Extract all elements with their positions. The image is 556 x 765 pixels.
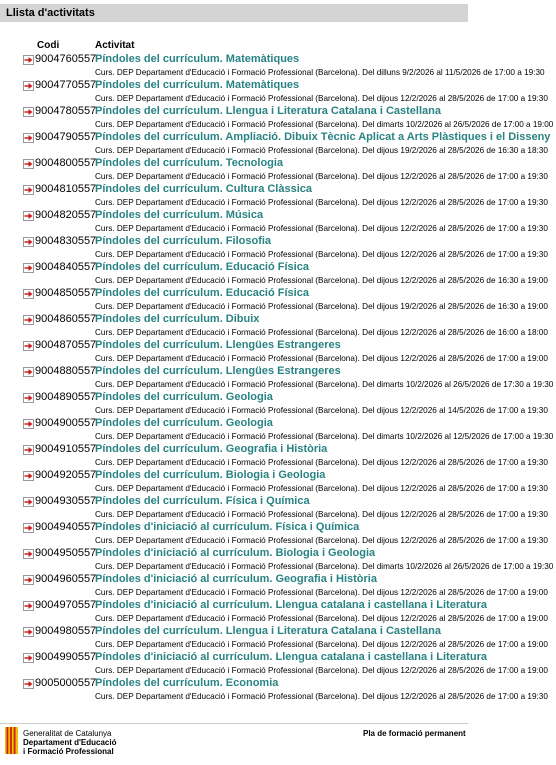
activity-link[interactable]: Píndoles del currículum. Ampliació. Dibuix Tècnic Aplicat a Arts Plàstiques i el Disseny — [95, 131, 551, 143]
activity-row — [0, 546, 556, 572]
activity-code: 9004810557 — [35, 183, 97, 195]
activity-row — [0, 364, 556, 390]
activity-detail: Curs. DEP Departament d'Educació i Formació Professional (Barcelona). Del dijous 12/2/2026 al 28/5/2026 de 17:00 a 19:30 — [95, 536, 548, 545]
activity-code: 9004800557 — [35, 157, 97, 169]
arrow-link-icon[interactable] — [23, 211, 34, 221]
activity-detail: Curs. DEP Departament d'Educació i Formació Professional (Barcelona). Del dijous 12/2/2026 al 28/5/2026 de 16:00 a 18:00 — [95, 328, 548, 337]
activity-link[interactable]: Píndoles d'iniciació al currículum. Biologia i Geologia — [95, 547, 376, 559]
activity-link[interactable]: Píndoles del currículum. Geologia — [95, 417, 273, 429]
activity-row — [0, 416, 556, 442]
activity-link[interactable]: Píndoles del currículum. Cultura Clàssica — [95, 183, 313, 195]
activity-code: 9004950557 — [35, 547, 97, 559]
activity-row — [0, 390, 556, 416]
activity-detail: Curs. DEP Departament d'Educació i Formació Professional (Barcelona). Del dijous 12/2/2026 al 28/5/2026 de 17:00 a 19:30 — [95, 510, 548, 519]
activity-row — [0, 312, 556, 338]
activity-row — [0, 104, 556, 130]
activity-link[interactable]: Píndoles del currículum. Llengua i Literatura Catalana i Castellana — [95, 625, 441, 637]
activity-code: 9004820557 — [35, 209, 97, 221]
activity-code: 9004880557 — [35, 365, 97, 377]
arrow-link-icon[interactable] — [23, 549, 34, 559]
activity-code: 9004930557 — [35, 495, 97, 507]
page-title: Llista d'activitats — [6, 7, 95, 19]
activity-row — [0, 130, 556, 156]
activity-detail: Curs. DEP Departament d'Educació i Formació Professional (Barcelona). Del dijous 12/2/2026 al 28/5/2026 de 17:00 a 19:00 — [95, 588, 548, 597]
activity-code: 9004770557 — [35, 79, 97, 91]
activity-row — [0, 338, 556, 364]
activity-detail: Curs. DEP Departament d'Educació i Formació Professional (Barcelona). Del dimarts 10/2/2026 al 12/5/2026 de 17:00 a 19:30 — [95, 432, 554, 441]
activity-link[interactable]: Píndoles del currículum. Matemàtiques — [95, 53, 300, 65]
footer-plan: Pla de formació permanent — [363, 729, 466, 738]
activity-code: 9004940557 — [35, 521, 97, 533]
activity-detail: Curs. DEP Departament d'Educació i Formació Professional (Barcelona). Del dijous 12/2/2026 al 28/5/2026 de 17:00 a 19:30 — [95, 224, 548, 233]
arrow-link-icon[interactable] — [23, 55, 34, 65]
arrow-link-icon[interactable] — [23, 237, 34, 247]
activity-code: 9004910557 — [35, 443, 97, 455]
activity-row — [0, 494, 556, 520]
activity-detail: Curs. DEP Departament d'Educació i Formació Professional (Barcelona). Del dijous 12/2/2026 al 28/5/2026 de 16:30 a 19:00 — [95, 276, 548, 285]
activity-detail: Curs. DEP Departament d'Educació i Formació Professional (Barcelona). Del dijous 12/2/2026 al 28/5/2026 de 17:00 a 19:30 — [95, 94, 548, 103]
column-header-code: Codi — [37, 40, 60, 51]
activity-code: 9004780557 — [35, 105, 97, 117]
activity-link[interactable]: Píndoles del currículum. Música — [95, 209, 264, 221]
activity-link[interactable]: Píndoles del currículum. Llengües Estrangeres — [95, 365, 341, 377]
activity-link[interactable]: Píndoles del currículum. Biologia i Geologia — [95, 469, 326, 481]
activity-list — [0, 52, 556, 702]
arrow-link-icon[interactable] — [23, 289, 34, 299]
activity-row — [0, 260, 556, 286]
activity-link[interactable]: Píndoles del currículum. Dibuix — [95, 313, 260, 325]
activity-row — [0, 520, 556, 546]
activity-row — [0, 234, 556, 260]
footer-org-line1: Generalitat de Catalunya — [23, 729, 112, 738]
activity-code: 9004920557 — [35, 469, 97, 481]
arrow-link-icon[interactable] — [23, 471, 34, 481]
activity-detail: Curs. DEP Departament d'Educació i Formació Professional (Barcelona). Del dimarts 10/2/2026 al 26/5/2026 de 17:30 a 19:30 — [95, 380, 554, 389]
arrow-link-icon[interactable] — [23, 575, 34, 585]
activity-row — [0, 624, 556, 650]
arrow-link-icon[interactable] — [23, 601, 34, 611]
activity-detail: Curs. DEP Departament d'Educació i Formació Professional (Barcelona). Del dijous 12/2/2026 al 28/5/2026 de 17:00 a 19:30 — [95, 458, 548, 467]
activity-row — [0, 182, 556, 208]
activity-row — [0, 286, 556, 312]
activity-link[interactable]: Píndoles d'iniciació al currículum. Física i Química — [95, 521, 360, 533]
arrow-link-icon[interactable] — [23, 107, 34, 117]
activity-link[interactable]: Píndoles del currículum. Economia — [95, 677, 279, 689]
activity-code: 9004990557 — [35, 651, 97, 663]
footer-org-line2: Departament d'Educació — [23, 738, 117, 747]
arrow-link-icon[interactable] — [23, 497, 34, 507]
activity-detail: Curs. DEP Departament d'Educació i Formació Professional (Barcelona). Del dijous 12/2/2026 al 14/5/2026 de 17:00 a 19:30 — [95, 406, 548, 415]
footer-divider — [0, 723, 468, 724]
activity-row — [0, 598, 556, 624]
activity-link[interactable]: Píndoles del currículum. Educació Física — [95, 261, 309, 273]
activity-detail: Curs. DEP Departament d'Educació i Formació Professional (Barcelona). Del dimarts 10/2/2026 al 26/5/2026 de 17:00 a 19:00 — [95, 120, 554, 129]
activity-row — [0, 78, 556, 104]
activity-code: 9004970557 — [35, 599, 97, 611]
activity-detail: Curs. DEP Departament d'Educació i Formació Professional (Barcelona). Del dijous 12/2/2026 al 28/5/2026 de 17:00 a 19:00 — [95, 666, 548, 675]
activity-link[interactable]: Píndoles del currículum. Llengües Estrangeres — [95, 339, 341, 351]
activity-detail: Curs. DEP Departament d'Educació i Formació Professional (Barcelona). Del dijous 19/2/2026 al 28/5/2026 de 16:30 a 18:30 — [95, 146, 548, 155]
activity-detail: Curs. DEP Departament d'Educació i Formació Professional (Barcelona). Del dimarts 10/2/2026 al 26/5/2026 de 17:00 a 19:30 — [95, 562, 554, 571]
activity-code: 9004840557 — [35, 261, 97, 273]
activity-code: 9004960557 — [35, 573, 97, 585]
activity-detail: Curs. DEP Departament d'Educació i Formació Professional (Barcelona). Del dijous 19/2/2026 al 28/5/2026 de 16:30 a 19:00 — [95, 302, 548, 311]
activity-code: 9004900557 — [35, 417, 97, 429]
activity-detail: Curs. DEP Departament d'Educació i Formació Professional (Barcelona). Del dijous 12/2/2026 al 28/5/2026 de 17:00 a 19:00 — [95, 354, 548, 363]
arrow-link-icon[interactable] — [23, 627, 34, 637]
activity-row — [0, 650, 556, 676]
activity-detail: Curs. DEP Departament d'Educació i Formació Professional (Barcelona). Del dijous 12/2/2026 al 28/5/2026 de 17:00 a 19:30 — [95, 250, 548, 259]
arrow-link-icon[interactable] — [23, 341, 34, 351]
activity-link[interactable]: Píndoles del currículum. Matemàtiques — [95, 79, 300, 91]
activity-row — [0, 676, 556, 702]
activity-detail: Curs. DEP Departament d'Educació i Formació Professional (Barcelona). Del dijous 12/2/2026 al 28/5/2026 de 17:00 a 19:00 — [95, 614, 548, 623]
arrow-link-icon[interactable] — [23, 679, 34, 689]
activity-code: 9004870557 — [35, 339, 97, 351]
activity-detail: Curs. DEP Departament d'Educació i Formació Professional (Barcelona). Del dijous 12/2/2026 al 28/5/2026 de 17:00 a 19:00 — [95, 640, 548, 649]
activity-code: 9004890557 — [35, 391, 97, 403]
arrow-link-icon[interactable] — [23, 653, 34, 663]
footer-org — [23, 729, 116, 756]
activity-link[interactable]: Píndoles del currículum. Tecnologia — [95, 157, 284, 169]
activity-code: 9004760557 — [35, 53, 97, 65]
activity-code: 9005000557 — [35, 677, 97, 689]
arrow-link-icon[interactable] — [23, 523, 34, 533]
activity-detail: Curs. DEP Departament d'Educació i Formació Professional (Barcelona). Del dijous 12/2/2026 al 28/5/2026 de 17:00 a 19:30 — [95, 198, 548, 207]
activity-detail: Curs. DEP Departament d'Educació i Formació Professional (Barcelona). Del dijous 12/2/2026 al 28/5/2026 de 17:00 a 19:30 — [95, 484, 548, 493]
column-header-activity: Activitat — [95, 40, 135, 51]
arrow-link-icon[interactable] — [23, 393, 34, 403]
activity-link[interactable]: Píndoles del currículum. Geologia — [95, 391, 273, 403]
activity-detail: Curs. DEP Departament d'Educació i Formació Professional (Barcelona). Del dilluns 9/2/2026 al 11/5/2026 de 17:00 a 19:30 — [95, 68, 545, 77]
activity-code: 9004790557 — [35, 131, 97, 143]
activity-row — [0, 208, 556, 234]
activity-link[interactable]: Píndoles d'iniciació al currículum. Llengua catalana i castellana i Literatura — [95, 599, 488, 611]
footer-org-line3: i Formació Professional — [23, 747, 114, 756]
activity-link[interactable]: Píndoles d'iniciació al currículum. Llengua catalana i castellana i Literatura — [95, 651, 488, 663]
activity-link[interactable]: Píndoles del currículum. Geografia i Història — [95, 443, 328, 455]
arrow-link-icon[interactable] — [23, 263, 34, 273]
activity-detail: Curs. DEP Departament d'Educació i Formació Professional (Barcelona). Del dijous 12/2/2026 al 28/5/2026 de 17:00 a 19:30 — [95, 692, 548, 701]
arrow-link-icon[interactable] — [23, 367, 34, 377]
activity-code: 9004850557 — [35, 287, 97, 299]
arrow-link-icon[interactable] — [23, 445, 34, 455]
activity-link[interactable]: Píndoles del currículum. Filosofia — [95, 235, 272, 247]
arrow-link-icon[interactable] — [23, 159, 34, 169]
activity-row — [0, 468, 556, 494]
activity-detail: Curs. DEP Departament d'Educació i Formació Professional (Barcelona). Del dijous 12/2/2026 al 28/5/2026 de 17:00 a 19:30 — [95, 172, 548, 181]
arrow-link-icon[interactable] — [23, 315, 34, 325]
arrow-link-icon[interactable] — [23, 185, 34, 195]
arrow-link-icon[interactable] — [23, 81, 34, 91]
activity-row — [0, 52, 556, 78]
activity-link[interactable]: Píndoles d'iniciació al currículum. Geografia i Història — [95, 573, 377, 585]
activity-code: 9004830557 — [35, 235, 97, 247]
activity-row — [0, 156, 556, 182]
generalitat-logo — [5, 727, 18, 754]
activity-code: 9004980557 — [35, 625, 97, 637]
arrow-link-icon[interactable] — [23, 133, 34, 143]
activity-code: 9004860557 — [35, 313, 97, 325]
list-title-bar — [0, 4, 468, 22]
arrow-link-icon[interactable] — [23, 419, 34, 429]
activity-link[interactable]: Píndoles del currículum. Llengua i Literatura Catalana i Castellana — [95, 105, 441, 117]
activity-link[interactable]: Píndoles del currículum. Física i Química — [95, 495, 310, 507]
activity-row — [0, 572, 556, 598]
activity-link[interactable]: Píndoles del currículum. Educació Física — [95, 287, 309, 299]
activity-row — [0, 442, 556, 468]
